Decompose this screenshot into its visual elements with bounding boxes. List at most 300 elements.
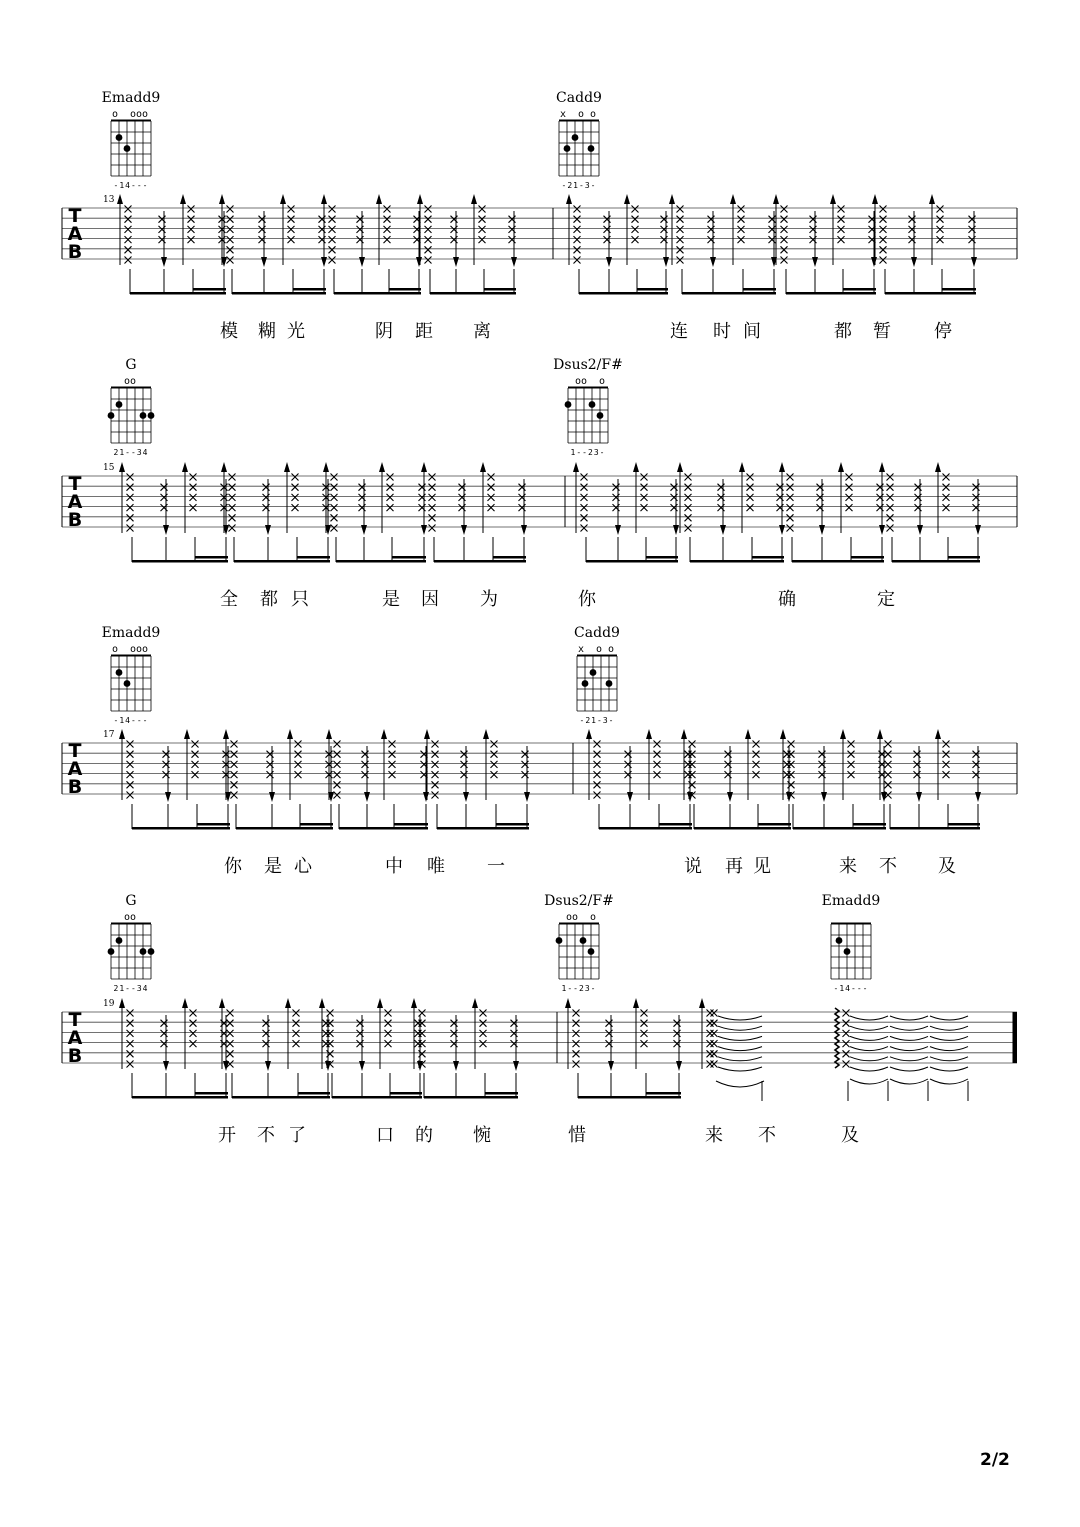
strum-arrowhead-up: [840, 729, 846, 739]
strum-x-mark: [885, 771, 892, 778]
strum-x-mark: [331, 474, 338, 481]
tie: [850, 1079, 888, 1084]
strum-x-mark: [573, 1020, 580, 1027]
lyric-char: 来: [839, 856, 857, 877]
strum-x-mark: [943, 751, 950, 758]
open-string-markers: o ooo: [111, 109, 149, 120]
lyric-char: 中: [385, 856, 403, 877]
strum-arrowhead-down: [511, 257, 517, 267]
strum-x-mark: [937, 226, 944, 233]
strum-x-mark: [425, 257, 432, 264]
strum-arrowhead-up: [472, 998, 478, 1008]
strum-x-mark: [677, 257, 684, 264]
strum-arrowhead-up: [280, 194, 286, 204]
beam-secondary: [851, 556, 884, 559]
strum-x-mark: [491, 751, 498, 758]
strum-x-mark: [334, 792, 341, 799]
strum-beat-group: [319, 998, 423, 1099]
strum-beat-group: [573, 462, 679, 563]
lyric-char: 是: [382, 589, 400, 610]
strum-x-mark: [127, 1010, 134, 1017]
strum-beat-group: [221, 462, 331, 563]
strum-x-mark: [229, 525, 236, 532]
lyric-char: 一: [487, 856, 505, 877]
strum-x-mark: [787, 514, 794, 521]
strum-arrowhead-up: [879, 462, 885, 472]
strum-arrowhead-down: [916, 792, 922, 802]
strum-x-mark: [843, 1040, 850, 1047]
strum-x-mark: [387, 504, 394, 511]
strum-x-mark: [641, 484, 648, 491]
strum-arrowhead-down: [463, 792, 469, 802]
strum-x-mark: [887, 494, 894, 501]
open-string-markers: o ooo: [111, 644, 149, 655]
lyric-char: 模: [220, 321, 238, 342]
lyric-char: 不: [257, 1125, 275, 1146]
strum-arrowhead-down: [453, 1061, 459, 1071]
strum-x-mark: [848, 761, 855, 768]
strum-x-mark: [329, 216, 336, 223]
chord-name: G: [125, 893, 137, 909]
strum-arrowhead-up: [117, 194, 123, 204]
strum-x-mark: [787, 525, 794, 532]
strum-x-mark: [574, 226, 581, 233]
strum-x-mark: [943, 771, 950, 778]
strum-beat-group: [421, 462, 527, 563]
tie: [718, 1057, 762, 1061]
strum-x-mark: [229, 474, 236, 481]
strum-arrowhead-down: [627, 792, 633, 802]
tie: [890, 1026, 928, 1030]
chord-name: Dsus2/F#: [553, 357, 623, 373]
strum-arrowhead-up: [119, 729, 125, 739]
strum-x-mark: [231, 761, 238, 768]
strum-arrowhead-up: [633, 998, 639, 1008]
beam: [890, 827, 980, 830]
strum-x-mark: [125, 236, 132, 243]
strum-x-mark: [293, 1020, 300, 1027]
tie: [930, 1047, 968, 1051]
strum-x-mark: [334, 771, 341, 778]
strum-x-mark: [479, 226, 486, 233]
beam-secondary: [646, 1092, 681, 1095]
strum-x-mark: [885, 781, 892, 788]
strum-x-mark: [192, 771, 199, 778]
strum-arrowhead-up: [935, 729, 941, 739]
strum-arrowhead-up: [877, 729, 883, 739]
finger-dot: [589, 401, 596, 408]
strum-arrowhead-up: [411, 998, 417, 1008]
strum-x-mark: [846, 474, 853, 481]
beam-secondary: [293, 288, 326, 291]
strum-x-mark: [190, 494, 197, 501]
lyric-char: 是: [264, 856, 282, 877]
strum-x-mark: [127, 504, 134, 511]
strum-x-mark: [425, 206, 432, 213]
strum-x-mark: [385, 1010, 392, 1017]
strum-x-mark: [943, 474, 950, 481]
strum-x-mark: [848, 741, 855, 748]
strum-beat-group: [877, 729, 981, 830]
lyric-char: 为: [480, 589, 498, 610]
strum-beat-group: [219, 194, 327, 295]
strum-arrowhead-down: [975, 792, 981, 802]
strum-x-mark: [231, 751, 238, 758]
strum-x-mark: [385, 1030, 392, 1037]
strum-x-mark: [753, 761, 760, 768]
finger-dot: [148, 948, 155, 955]
strum-x-mark: [384, 226, 391, 233]
strum-x-mark: [788, 741, 795, 748]
strum-x-mark: [937, 206, 944, 213]
strum-x-mark: [329, 246, 336, 253]
strum-beat-group: [779, 462, 885, 563]
strum-arrowhead-down: [710, 257, 716, 267]
strum-x-mark: [288, 226, 295, 233]
chord-name: Emadd9: [101, 90, 161, 106]
strum-x-mark: [747, 494, 754, 501]
tie: [850, 1067, 888, 1071]
strum-x-mark: [781, 246, 788, 253]
strum-x-mark: [190, 474, 197, 481]
strum-arrowhead-up: [223, 729, 229, 739]
strum-arrowhead-up: [773, 194, 779, 204]
strum-x-mark: [573, 1050, 580, 1057]
strum-x-mark: [387, 484, 394, 491]
strum-arrowhead-up: [780, 729, 786, 739]
chord-name: Cadd9: [574, 625, 620, 641]
lyric-char: 间: [743, 321, 761, 342]
strum-beat-group: [219, 998, 331, 1099]
strum-x-mark: [711, 1030, 718, 1037]
strum-x-mark: [843, 1061, 850, 1068]
strum-x-mark: [581, 504, 588, 511]
strum-x-mark: [334, 761, 341, 768]
tab-clef-letter: B: [67, 241, 83, 263]
strum-x-mark: [711, 1010, 718, 1017]
chord-name: Emadd9: [101, 625, 161, 641]
strum-x-mark: [632, 216, 639, 223]
beam: [424, 1096, 518, 1099]
strum-x-mark: [327, 1010, 334, 1017]
tab-clef-letter: A: [67, 491, 83, 513]
strum-x-mark: [574, 206, 581, 213]
strum-x-mark: [227, 1030, 234, 1037]
finger-dot: [148, 412, 155, 419]
beam: [792, 560, 884, 563]
strum-x-mark: [707, 1020, 714, 1027]
beam: [130, 292, 226, 295]
beam: [579, 292, 668, 295]
page-number: 2/2: [980, 1450, 1010, 1470]
strum-x-mark: [429, 514, 436, 521]
finger-dot: [108, 948, 115, 955]
lyric-char: 不: [879, 856, 897, 877]
lyric-char: 只: [291, 589, 309, 610]
strum-x-mark: [292, 474, 299, 481]
strum-arrowhead-up: [838, 462, 844, 472]
chord-fingering: -14---: [113, 716, 149, 725]
strum-x-mark: [753, 741, 760, 748]
strum-x-mark: [838, 226, 845, 233]
tab-clef-letter: T: [68, 740, 82, 762]
strum-x-mark: [432, 781, 439, 788]
strum-x-mark: [488, 504, 495, 511]
tie: [850, 1026, 888, 1030]
strum-arrowhead-up: [745, 729, 751, 739]
lyric-char: 停: [934, 321, 952, 342]
strum-arrowhead-down: [513, 1061, 519, 1071]
strum-x-mark: [192, 741, 199, 748]
strum-arrowhead-up: [669, 194, 675, 204]
strum-beat-group: [117, 194, 227, 295]
strum-x-mark: [227, 1020, 234, 1027]
strum-x-mark: [432, 741, 439, 748]
lyric-char: 糊: [258, 321, 276, 342]
chord-fingering: 1--23-: [561, 984, 597, 993]
strum-x-mark: [192, 761, 199, 768]
strum-x-mark: [227, 246, 234, 253]
beam-secondary: [743, 288, 776, 291]
tie: [850, 1047, 888, 1051]
strum-x-mark: [753, 751, 760, 758]
strum-x-mark: [293, 1040, 300, 1047]
finger-dot: [140, 948, 147, 955]
strum-x-mark: [293, 1010, 300, 1017]
strum-x-mark: [885, 751, 892, 758]
lyric-char: 离: [473, 321, 491, 342]
strum-x-mark: [885, 761, 892, 768]
strum-x-mark: [188, 226, 195, 233]
chord-diagram: [102, 625, 161, 725]
strum-x-mark: [880, 257, 887, 264]
strum-x-mark: [943, 494, 950, 501]
beam-secondary: [297, 556, 330, 559]
lyric-char: 全: [220, 589, 238, 610]
strum-arrowhead-down: [608, 1061, 614, 1071]
strum-x-mark: [787, 494, 794, 501]
beam-secondary: [389, 288, 421, 291]
strum-x-mark: [190, 504, 197, 511]
lyric-char: 开: [218, 1125, 236, 1146]
strum-x-mark: [425, 236, 432, 243]
strum-x-mark: [288, 216, 295, 223]
tab-clef-letter: A: [67, 758, 83, 780]
lyric-char: 不: [758, 1125, 776, 1146]
beam: [430, 292, 516, 295]
strum-x-mark: [389, 771, 396, 778]
lyric-char: 连: [670, 321, 688, 342]
strum-x-mark: [738, 226, 745, 233]
strum-arrowhead-up: [935, 462, 941, 472]
system-3: [62, 625, 1017, 877]
strum-x-mark: [887, 514, 894, 521]
chord-name: G: [125, 357, 137, 373]
strum-x-mark: [389, 751, 396, 758]
strum-x-mark: [125, 246, 132, 253]
strum-arrowhead-up: [321, 194, 327, 204]
strum-x-mark: [432, 792, 439, 799]
lyric-char: 及: [841, 1125, 859, 1146]
strum-arrowhead-down: [161, 257, 167, 267]
strum-x-mark: [843, 1010, 850, 1017]
strum-x-mark: [787, 484, 794, 491]
strum-x-mark: [125, 206, 132, 213]
strum-x-mark: [573, 1040, 580, 1047]
strum-x-mark: [654, 741, 661, 748]
strum-x-mark: [943, 761, 950, 768]
strum-x-mark: [429, 484, 436, 491]
strum-x-mark: [781, 257, 788, 264]
strum-arrowhead-down: [521, 525, 527, 535]
beam: [892, 560, 980, 563]
strum-x-mark: [654, 771, 661, 778]
strum-arrowhead-up: [284, 462, 290, 472]
strum-arrowhead-down: [911, 257, 917, 267]
strum-beat-group: [119, 998, 229, 1099]
strum-x-mark: [425, 226, 432, 233]
open-string-markers: oo o: [559, 912, 597, 923]
strum-x-mark: [190, 484, 197, 491]
strum-arrowhead-down: [364, 792, 370, 802]
beam-secondary: [942, 288, 976, 291]
lyric-char: 口: [376, 1125, 394, 1146]
strum-x-mark: [581, 474, 588, 481]
strum-arrowhead-down: [975, 525, 981, 535]
beam: [232, 1096, 330, 1099]
measure-number: 19: [103, 999, 115, 1009]
finger-dot: [606, 680, 613, 687]
strum-arrowhead-down: [359, 257, 365, 267]
beam-secondary: [752, 556, 784, 559]
measure-number: 15: [103, 463, 115, 473]
strum-arrowhead-down: [676, 1061, 682, 1071]
strum-x-mark: [689, 741, 696, 748]
strum-x-mark: [846, 484, 853, 491]
strum-x-mark: [479, 216, 486, 223]
finger-dot: [590, 669, 597, 676]
strum-arrowhead-up: [119, 462, 125, 472]
strum-x-mark: [292, 484, 299, 491]
strum-x-mark: [127, 792, 134, 799]
arpeggio-mark: [835, 1008, 839, 1068]
strum-x-mark: [384, 206, 391, 213]
tie: [850, 1057, 888, 1061]
strum-x-mark: [685, 504, 692, 511]
beam: [434, 560, 526, 563]
tab-clef-letter: A: [67, 1027, 83, 1049]
strum-x-mark: [848, 771, 855, 778]
finger-dot: [108, 412, 115, 419]
strum-arrowhead-down: [163, 525, 169, 535]
strum-x-mark: [127, 1050, 134, 1057]
tie: [890, 1079, 928, 1084]
strum-x-mark: [787, 504, 794, 511]
lyric-char: 你: [224, 856, 242, 877]
strum-x-mark: [707, 1010, 714, 1017]
system-2: [62, 357, 1017, 610]
strum-arrowhead-up: [471, 194, 477, 204]
chord-name: Emadd9: [821, 893, 881, 909]
tie: [930, 1036, 968, 1040]
strum-x-mark: [295, 761, 302, 768]
tab-clef-letter: B: [67, 1045, 83, 1067]
strum-x-mark: [641, 494, 648, 501]
strum-x-mark: [594, 741, 601, 748]
strum-arrowhead-up: [586, 729, 592, 739]
chord-diagram: [574, 625, 620, 725]
strum-arrowhead-down: [971, 257, 977, 267]
strum-x-mark: [329, 226, 336, 233]
strum-arrowhead-up: [182, 998, 188, 1008]
chord-diagram: [544, 893, 614, 993]
strum-x-mark: [229, 504, 236, 511]
strum-arrowhead-down: [423, 792, 429, 802]
strum-x-mark: [231, 781, 238, 788]
chord-fingering: 1--23-: [570, 448, 606, 457]
strum-x-mark: [293, 1030, 300, 1037]
strum-x-mark: [190, 1010, 197, 1017]
strum-x-mark: [685, 494, 692, 501]
strum-x-mark: [738, 216, 745, 223]
lyric-char: 暂: [873, 321, 891, 342]
chord-fingering: -21-3-: [561, 181, 597, 190]
strum-x-mark: [685, 525, 692, 532]
strum-x-mark: [479, 206, 486, 213]
tie: [890, 1036, 928, 1040]
strum-x-mark: [292, 504, 299, 511]
chord-fingering: -14---: [833, 984, 869, 993]
strum-x-mark: [711, 1040, 718, 1047]
beam: [586, 560, 678, 563]
strum-x-mark: [127, 771, 134, 778]
strum-x-mark: [880, 206, 887, 213]
beam-secondary: [298, 1092, 330, 1095]
strum-x-mark: [384, 216, 391, 223]
finger-dot: [597, 412, 604, 419]
lyric-char: 都: [260, 589, 278, 610]
strum-x-mark: [227, 206, 234, 213]
strum-x-mark: [654, 761, 661, 768]
strum-x-mark: [641, 474, 648, 481]
strum-x-mark: [707, 1061, 714, 1068]
strum-arrowhead-down: [812, 257, 818, 267]
strum-x-mark: [127, 484, 134, 491]
finger-dot: [116, 401, 123, 408]
strum-beat-group: [424, 729, 530, 830]
strum-arrowhead-down: [720, 525, 726, 535]
strum-x-mark: [334, 781, 341, 788]
beam: [578, 1096, 681, 1099]
finger-dot: [565, 401, 572, 408]
finger-dot: [582, 680, 589, 687]
strum-x-mark: [685, 514, 692, 521]
strum-arrowhead-up: [219, 998, 225, 1008]
strum-arrowhead-up: [377, 998, 383, 1008]
beam-secondary: [484, 288, 516, 291]
strum-arrowhead-down: [871, 257, 877, 267]
strum-arrowhead-down: [663, 257, 669, 267]
strum-x-mark: [480, 1030, 487, 1037]
strum-arrowhead-up: [326, 729, 332, 739]
strum-beat-group: [677, 462, 785, 563]
tie: [716, 1081, 764, 1087]
strum-x-mark: [843, 1050, 850, 1057]
strum-x-mark: [632, 206, 639, 213]
strum-x-mark: [581, 484, 588, 491]
strum-arrowhead-down: [269, 792, 275, 802]
strum-x-mark: [480, 1020, 487, 1027]
